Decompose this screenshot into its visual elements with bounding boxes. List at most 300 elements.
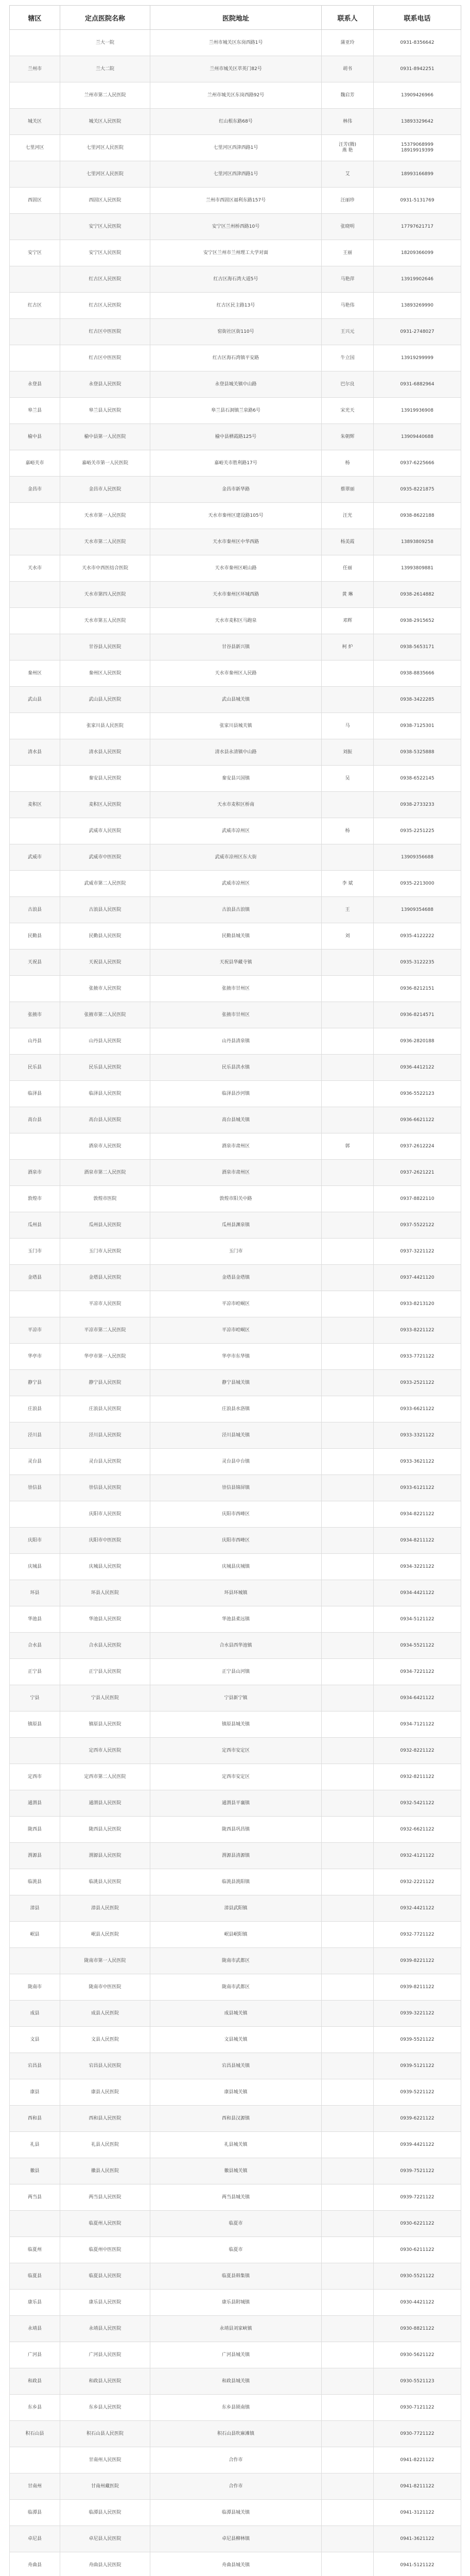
district-cell: 天水市 — [10, 555, 60, 582]
district-cell: 成县 — [10, 2001, 60, 2027]
district-cell: 民乐县 — [10, 1055, 60, 1081]
contact-person-cell — [322, 1422, 374, 1449]
table-row — [10, 2368, 461, 2395]
district-cell: 城关区 — [10, 109, 60, 135]
table-row — [10, 1554, 461, 1580]
contact-phone-cell: 0937-2612224 — [374, 1133, 461, 1160]
hospital-name-cell: 通渭县人民医院 — [60, 1790, 150, 1817]
district-cell: 广河县 — [10, 2342, 60, 2368]
hospital-address-cell: 永靖县刘家峡镇 — [150, 2316, 322, 2342]
hospital-address-cell: 庆阳市西峰区 — [150, 1528, 322, 1554]
contact-phone-cell: 0930-5521123 — [374, 2368, 461, 2395]
district-cell: 定西市 — [10, 1764, 60, 1790]
contact-person-cell — [322, 1580, 374, 1606]
hospital-address-cell: 康乐县附城镇 — [150, 2290, 322, 2316]
district-cell — [10, 30, 60, 56]
hospital-name-cell: 金塔县人民医院 — [60, 1265, 150, 1291]
hospital-address-cell: 七里河区西津西路1号 — [150, 135, 322, 161]
table-row — [10, 477, 461, 503]
district-cell — [10, 82, 60, 109]
contact-phone-cell: 0934-8221122 — [374, 1501, 461, 1528]
hospital-name-cell: 华亭市第一人民医院 — [60, 1344, 150, 1370]
table-row — [10, 1501, 461, 1528]
table-row — [10, 214, 461, 240]
contact-person-cell: 任丽 — [322, 555, 374, 582]
hospital-address-cell: 天水市秦州区人民路 — [150, 660, 322, 687]
district-cell: 武威市 — [10, 844, 60, 871]
table-row — [10, 188, 461, 214]
contact-phone-cell: 0931-2748027 — [374, 319, 461, 345]
table-row — [10, 2027, 461, 2053]
table-row — [10, 1239, 461, 1265]
hospital-name-cell: 瓜州县人民医院 — [60, 1212, 150, 1239]
table-row — [10, 1160, 461, 1186]
hospital-address-cell: 玉门市 — [150, 1239, 322, 1265]
hospital-name-cell: 渭源县人民医院 — [60, 1843, 150, 1869]
contact-phone-cell: 13893329642 — [374, 109, 461, 135]
district-cell — [10, 608, 60, 634]
contact-person-cell — [322, 1160, 374, 1186]
contact-person-cell — [322, 1449, 374, 1475]
hospital-name-cell: 康乐县人民医院 — [60, 2290, 150, 2316]
contact-person-cell — [322, 2079, 374, 2106]
hospital-address-cell: 天水市秦州区建设路105号 — [150, 503, 322, 529]
contact-phone-cell: 0931-6882964 — [374, 371, 461, 398]
district-cell — [10, 976, 60, 1002]
contact-person-cell — [322, 1922, 374, 1948]
contact-phone-cell: 0941-3621122 — [374, 2526, 461, 2552]
hospital-address-cell: 正宁县山河镇 — [150, 1659, 322, 1685]
hospital-address-cell: 永登县城关镇中山路 — [150, 371, 322, 398]
table-row — [10, 555, 461, 582]
header-district: 辖区 — [10, 6, 60, 30]
table-row — [10, 1528, 461, 1554]
hospital-name-cell: 山丹县人民医院 — [60, 1028, 150, 1055]
contact-phone-cell: 0939-7521122 — [374, 2158, 461, 2184]
contact-phone-cell: 13919936908 — [374, 398, 461, 424]
contact-person-cell: 巴尔良 — [322, 371, 374, 398]
hospital-name-cell: 清水县人民医院 — [60, 739, 150, 766]
district-cell: 麦积区 — [10, 792, 60, 818]
hospital-name-cell: 泾川县人民医院 — [60, 1422, 150, 1449]
contact-phone-cell: 18993166899 — [374, 161, 461, 188]
district-cell: 张掖市 — [10, 1002, 60, 1028]
hospital-address-cell: 渭源县清源镇 — [150, 1843, 322, 1869]
table-row — [10, 2342, 461, 2368]
district-cell — [10, 266, 60, 293]
table-row — [10, 844, 461, 871]
district-cell: 安宁区 — [10, 240, 60, 266]
district-cell: 民勤县 — [10, 923, 60, 950]
contact-phone-cell: 0939-8211122 — [374, 1974, 461, 2001]
contact-phone-cell: 0935-8221875 — [374, 477, 461, 503]
table-row — [10, 2106, 461, 2132]
contact-person-cell — [322, 1291, 374, 1317]
contact-person-cell: 邓辉 — [322, 608, 374, 634]
hospital-name-cell: 庆城县人民医院 — [60, 1554, 150, 1580]
table-row — [10, 319, 461, 345]
table-row — [10, 293, 461, 319]
hospital-name-cell: 卓尼县人民医院 — [60, 2526, 150, 2552]
hospital-name-cell: 兰大一院 — [60, 30, 150, 56]
district-cell: 渭源县 — [10, 1843, 60, 1869]
hospital-name-cell: 安宁区人民医院 — [60, 240, 150, 266]
hospital-name-cell: 武威市人民医院 — [60, 818, 150, 844]
hospital-name-cell: 陇西县人民医院 — [60, 1817, 150, 1843]
contact-person-cell — [322, 1606, 374, 1633]
contact-phone-cell: 0935-2213000 — [374, 871, 461, 897]
hospital-name-cell: 甘南州藏医院 — [60, 2473, 150, 2500]
table-row — [10, 1475, 461, 1501]
contact-phone-cell: 0933-7721122 — [374, 1344, 461, 1370]
hospital-address-cell: 舟曲县城关镇 — [150, 2552, 322, 2576]
contact-person-cell: 魏启芳 — [322, 82, 374, 109]
contact-person-cell — [322, 1239, 374, 1265]
contact-phone-cell: 0930-4421122 — [374, 2290, 461, 2316]
hospital-address-cell: 临夏市 — [150, 2211, 322, 2237]
hospital-address-cell: 定西市安定区 — [150, 1738, 322, 1764]
hospital-address-cell: 临夏市 — [150, 2237, 322, 2263]
table-row — [10, 1738, 461, 1764]
hospital-address-cell: 安宁区兰州市兰州理工大学对面 — [150, 240, 322, 266]
table-row — [10, 713, 461, 739]
district-cell: 宁县 — [10, 1685, 60, 1711]
hospital-name-cell: 广河县人民医院 — [60, 2342, 150, 2368]
table-row — [10, 424, 461, 450]
hospital-address-cell: 岷县岷阳镇 — [150, 1922, 322, 1948]
hospital-name-cell: 兰大二院 — [60, 56, 150, 82]
table-row — [10, 503, 461, 529]
district-cell — [10, 529, 60, 555]
hospital-address-cell: 陇西县巩昌镇 — [150, 1817, 322, 1843]
hospital-name-cell: 临泽县人民医院 — [60, 1081, 150, 1107]
hospital-address-cell: 酒泉市肃州区 — [150, 1160, 322, 1186]
contact-person-cell — [322, 2473, 374, 2500]
contact-phone-cell: 0930-5621122 — [374, 2342, 461, 2368]
contact-phone-cell: 13893809258 — [374, 529, 461, 555]
contact-phone-cell: 0939-5521122 — [374, 2027, 461, 2053]
table-row — [10, 345, 461, 371]
hospital-address-cell: 卓尼县柳林镇 — [150, 2526, 322, 2552]
hospital-address-cell: 皋兰县石洞镇兰泉路6号 — [150, 398, 322, 424]
district-cell: 西和县 — [10, 2106, 60, 2132]
table-row — [10, 1344, 461, 1370]
hospital-name-cell: 永靖县人民医院 — [60, 2316, 150, 2342]
table-row — [10, 1685, 461, 1711]
contact-person-cell — [322, 2526, 374, 2552]
district-cell — [10, 1291, 60, 1317]
district-cell: 静宁县 — [10, 1370, 60, 1396]
table-row — [10, 1449, 461, 1475]
contact-phone-cell: 0934-7221122 — [374, 1659, 461, 1685]
contact-phone-cell: 13919902646 — [374, 266, 461, 293]
district-cell — [10, 2447, 60, 2473]
table-row — [10, 2211, 461, 2237]
district-cell: 徽县 — [10, 2158, 60, 2184]
table-row — [10, 161, 461, 188]
contact-phone-cell: 0941-5121122 — [374, 2552, 461, 2576]
hospital-name-cell: 两当县人民医院 — [60, 2184, 150, 2211]
contact-phone-cell: 0939-7221122 — [374, 2184, 461, 2211]
contact-person-cell — [322, 2106, 374, 2132]
contact-person-cell — [322, 1974, 374, 2001]
hospital-name-cell: 民乐县人民医院 — [60, 1055, 150, 1081]
table-row — [10, 529, 461, 555]
contact-phone-cell: 0939-3221122 — [374, 2001, 461, 2027]
hospital-name-cell: 临潭县人民医院 — [60, 2500, 150, 2526]
district-cell: 宕昌县 — [10, 2053, 60, 2079]
hospital-address-cell: 古浪县古浪镇 — [150, 897, 322, 923]
hospital-address-cell: 庄浪县水洛镇 — [150, 1396, 322, 1422]
hospital-address-cell: 清水县永清镇中山路 — [150, 739, 322, 766]
hospital-address-cell: 西和县汉源镇 — [150, 2106, 322, 2132]
hospital-name-cell: 酒泉市人民医院 — [60, 1133, 150, 1160]
contact-phone-cell: 0930-7721122 — [374, 2421, 461, 2447]
district-cell: 古浪县 — [10, 897, 60, 923]
hospital-name-cell: 天水市第四人民医院 — [60, 582, 150, 608]
contact-phone-cell: 0933-6621122 — [374, 1396, 461, 1422]
contact-phone-cell: 0936-4412122 — [374, 1055, 461, 1081]
hospital-address-cell: 通渭县平襄镇 — [150, 1790, 322, 1817]
hospital-address-cell: 华亭市东华镇 — [150, 1344, 322, 1370]
hospital-address-cell: 合作市 — [150, 2473, 322, 2500]
hospital-name-cell: 静宁县人民医院 — [60, 1370, 150, 1396]
table-row — [10, 1922, 461, 1948]
contact-person-cell — [322, 2421, 374, 2447]
contact-person-cell: 柯 炉 — [322, 634, 374, 660]
district-cell: 玉门市 — [10, 1239, 60, 1265]
table-row — [10, 1633, 461, 1659]
table-row — [10, 1370, 461, 1396]
contact-phone-cell: 0939-5121122 — [374, 2053, 461, 2079]
contact-phone-cell: 0932-4121122 — [374, 1843, 461, 1869]
contact-person-cell — [322, 1817, 374, 1843]
hospital-address-cell: 兰州市西固区福利东路157号 — [150, 188, 322, 214]
contact-person-cell — [322, 1265, 374, 1291]
contact-phone-cell: 0937-2621221 — [374, 1160, 461, 1186]
contact-phone-cell: 0932-2221122 — [374, 1869, 461, 1895]
district-cell: 环县 — [10, 1580, 60, 1606]
contact-person-cell — [322, 1869, 374, 1895]
district-cell: 永靖县 — [10, 2316, 60, 2342]
contact-phone-cell: 13919299999 — [374, 345, 461, 371]
contact-phone-cell: 0934-8211122 — [374, 1528, 461, 1554]
hospital-name-cell: 崇信县人民医院 — [60, 1475, 150, 1501]
contact-person-cell: 郭 — [322, 1133, 374, 1160]
district-cell: 临夏县 — [10, 2263, 60, 2290]
contact-person-cell — [322, 2132, 374, 2158]
contact-person-cell — [322, 1212, 374, 1239]
header-contact-person: 联系人 — [322, 6, 374, 30]
district-cell: 积石山县 — [10, 2421, 60, 2447]
table-row — [10, 2447, 461, 2473]
contact-person-cell: 艾 — [322, 161, 374, 188]
district-cell: 临泽县 — [10, 1081, 60, 1107]
district-cell: 西固区 — [10, 188, 60, 214]
hospital-address-cell: 榆中县栖霞路125号 — [150, 424, 322, 450]
district-cell: 临潭县 — [10, 2500, 60, 2526]
contact-person-cell: 黄 琳 — [322, 582, 374, 608]
contact-person-cell — [322, 1764, 374, 1790]
table-row — [10, 1317, 461, 1344]
hospital-address-cell: 嘉峪关市胜利路17号 — [150, 450, 322, 477]
hospital-name-cell: 灵台县人民医院 — [60, 1449, 150, 1475]
table-row — [10, 1764, 461, 1790]
hospital-address-cell: 瓜州县渊泉镇 — [150, 1212, 322, 1239]
table-row — [10, 2079, 461, 2106]
table-header-row — [10, 6, 461, 30]
contact-person-cell — [322, 2053, 374, 2079]
district-cell: 清水县 — [10, 739, 60, 766]
contact-phone-cell: 0930-6221122 — [374, 2211, 461, 2237]
hospital-name-cell: 成县人民医院 — [60, 2001, 150, 2027]
table-row — [10, 109, 461, 135]
contact-person-cell — [322, 1711, 374, 1738]
hospital-name-cell: 天水市第五人民医院 — [60, 608, 150, 634]
table-row — [10, 56, 461, 82]
contact-phone-cell: 0933-3321122 — [374, 1422, 461, 1449]
hospital-name-cell: 永登县人民医院 — [60, 371, 150, 398]
contact-person-cell: 吴 — [322, 766, 374, 792]
contact-phone-cell: 0937-6225666 — [374, 450, 461, 477]
district-cell: 镇原县 — [10, 1711, 60, 1738]
contact-person-cell: 蔡翠丽 — [322, 477, 374, 503]
district-cell — [10, 1501, 60, 1528]
contact-person-cell — [322, 660, 374, 687]
hospital-name-cell: 东乡县人民医院 — [60, 2395, 150, 2421]
hospital-address-cell: 武山县城关镇 — [150, 687, 322, 713]
hospital-address-cell: 和政县城关镇 — [150, 2368, 322, 2395]
contact-person-cell — [322, 976, 374, 1002]
hospital-name-cell: 红古区中医医院 — [60, 345, 150, 371]
table-row — [10, 2316, 461, 2342]
table-row — [10, 1895, 461, 1922]
district-cell — [10, 214, 60, 240]
district-cell: 庆城县 — [10, 1554, 60, 1580]
table-row — [10, 135, 461, 161]
contact-phone-cell: 0933-8221122 — [374, 1317, 461, 1344]
contact-phone-cell: 0930-6211122 — [374, 2237, 461, 2263]
table-row — [10, 923, 461, 950]
table-row — [10, 1291, 461, 1317]
hospital-name-cell: 嘉峪关市第一人民医院 — [60, 450, 150, 477]
hospital-address-cell: 庆阳市西峰区 — [150, 1501, 322, 1528]
contact-person-cell — [322, 2027, 374, 2053]
hospital-name-cell: 七里河区人民医院 — [60, 135, 150, 161]
contact-phone-cell: 0935-4122222 — [374, 923, 461, 950]
hospital-address-cell: 兰州市城关区东岗西路1号 — [150, 30, 322, 56]
contact-phone-cell: 13909426966 — [374, 82, 461, 109]
district-cell: 漳县 — [10, 1895, 60, 1922]
contact-phone-cell: 0938-2614882 — [374, 582, 461, 608]
hospital-address-cell: 灵台县中台镇 — [150, 1449, 322, 1475]
hospital-name-cell: 宕昌县人民医院 — [60, 2053, 150, 2079]
header-hospital-name: 定点医院名称 — [60, 6, 150, 30]
hospital-name-cell: 红古区人民医院 — [60, 293, 150, 319]
hospital-address-cell: 临夏县韩集镇 — [150, 2263, 322, 2290]
contact-phone-cell: 0933-2521122 — [374, 1370, 461, 1396]
hospital-name-cell: 张家川县人民医院 — [60, 713, 150, 739]
table-row — [10, 398, 461, 424]
district-cell — [10, 1133, 60, 1160]
contact-person-cell — [322, 687, 374, 713]
hospital-address-cell: 高台县城关镇 — [150, 1107, 322, 1133]
hospital-name-cell: 陇南市第一人民医院 — [60, 1948, 150, 1974]
table-row — [10, 2526, 461, 2552]
table-row — [10, 976, 461, 1002]
contact-person-cell: 汪芳(腾) 燕 艳 — [322, 135, 374, 161]
contact-phone-cell: 0932-4421122 — [374, 1895, 461, 1922]
district-cell: 文县 — [10, 2027, 60, 2053]
district-cell — [10, 161, 60, 188]
contact-person-cell: 马 — [322, 713, 374, 739]
table-row — [10, 950, 461, 976]
contact-phone-cell: 0934-7121122 — [374, 1711, 461, 1738]
contact-person-cell — [322, 1633, 374, 1659]
hospital-address-cell: 武威市凉州区东大街 — [150, 844, 322, 871]
district-cell — [10, 1948, 60, 1974]
contact-phone-cell: 0937-5522122 — [374, 1212, 461, 1239]
table-row — [10, 739, 461, 766]
hospital-address-cell: 合作市 — [150, 2447, 322, 2473]
hospital-address-cell: 陇南市武都区 — [150, 1974, 322, 2001]
contact-person-cell — [322, 2001, 374, 2027]
hospital-name-cell: 安宁区人民医院 — [60, 214, 150, 240]
district-cell: 庄浪县 — [10, 1396, 60, 1422]
contact-person-cell — [322, 2290, 374, 2316]
district-cell: 泾川县 — [10, 1422, 60, 1449]
district-cell: 舟曲县 — [10, 2552, 60, 2576]
hospital-address-cell: 兰州市城关区萃英门82号 — [150, 56, 322, 82]
hospital-address-cell: 武威市凉州区 — [150, 818, 322, 844]
hospital-name-cell: 庆阳市人民医院 — [60, 1501, 150, 1528]
contact-phone-cell: 0936-5522123 — [374, 1081, 461, 1107]
contact-person-cell: 牛立国 — [322, 345, 374, 371]
district-cell — [10, 503, 60, 529]
hospital-name-cell: 平凉市第二人民医院 — [60, 1317, 150, 1344]
contact-phone-cell: 0939-5221122 — [374, 2079, 461, 2106]
hospital-name-cell: 玉门市人民医院 — [60, 1239, 150, 1265]
table-row — [10, 687, 461, 713]
hospital-address-cell: 平凉市崆峒区 — [150, 1317, 322, 1344]
hospital-name-cell: 酒泉市第二人民医院 — [60, 1160, 150, 1186]
contact-person-cell — [322, 1317, 374, 1344]
table-row — [10, 1790, 461, 1817]
district-cell: 陇西县 — [10, 1817, 60, 1843]
hospital-address-cell: 红古区海石湾大道5号 — [150, 266, 322, 293]
table-row — [10, 2552, 461, 2576]
district-cell: 红古区 — [10, 293, 60, 319]
district-cell: 瓜州县 — [10, 1212, 60, 1239]
contact-person-cell — [322, 2237, 374, 2263]
hospital-address-cell: 康县城关镇 — [150, 2079, 322, 2106]
contact-person-cell: 李 斌 — [322, 871, 374, 897]
district-cell: 金昌市 — [10, 477, 60, 503]
table-row — [10, 1186, 461, 1212]
district-cell: 皋兰县 — [10, 398, 60, 424]
hospital-address-cell: 泾川县城关镇 — [150, 1422, 322, 1449]
table-row — [10, 871, 461, 897]
hospital-address-cell: 两当县城关镇 — [150, 2184, 322, 2211]
district-cell: 武山县 — [10, 687, 60, 713]
hospital-address-cell: 宕昌县城关镇 — [150, 2053, 322, 2079]
district-cell: 平凉市 — [10, 1317, 60, 1344]
table-row — [10, 1817, 461, 1843]
hospital-address-cell: 环县环城镇 — [150, 1580, 322, 1606]
contact-person-cell: 杨 — [322, 818, 374, 844]
district-cell: 正宁县 — [10, 1659, 60, 1685]
hospital-address-cell: 金塔县金塔镇 — [150, 1265, 322, 1291]
